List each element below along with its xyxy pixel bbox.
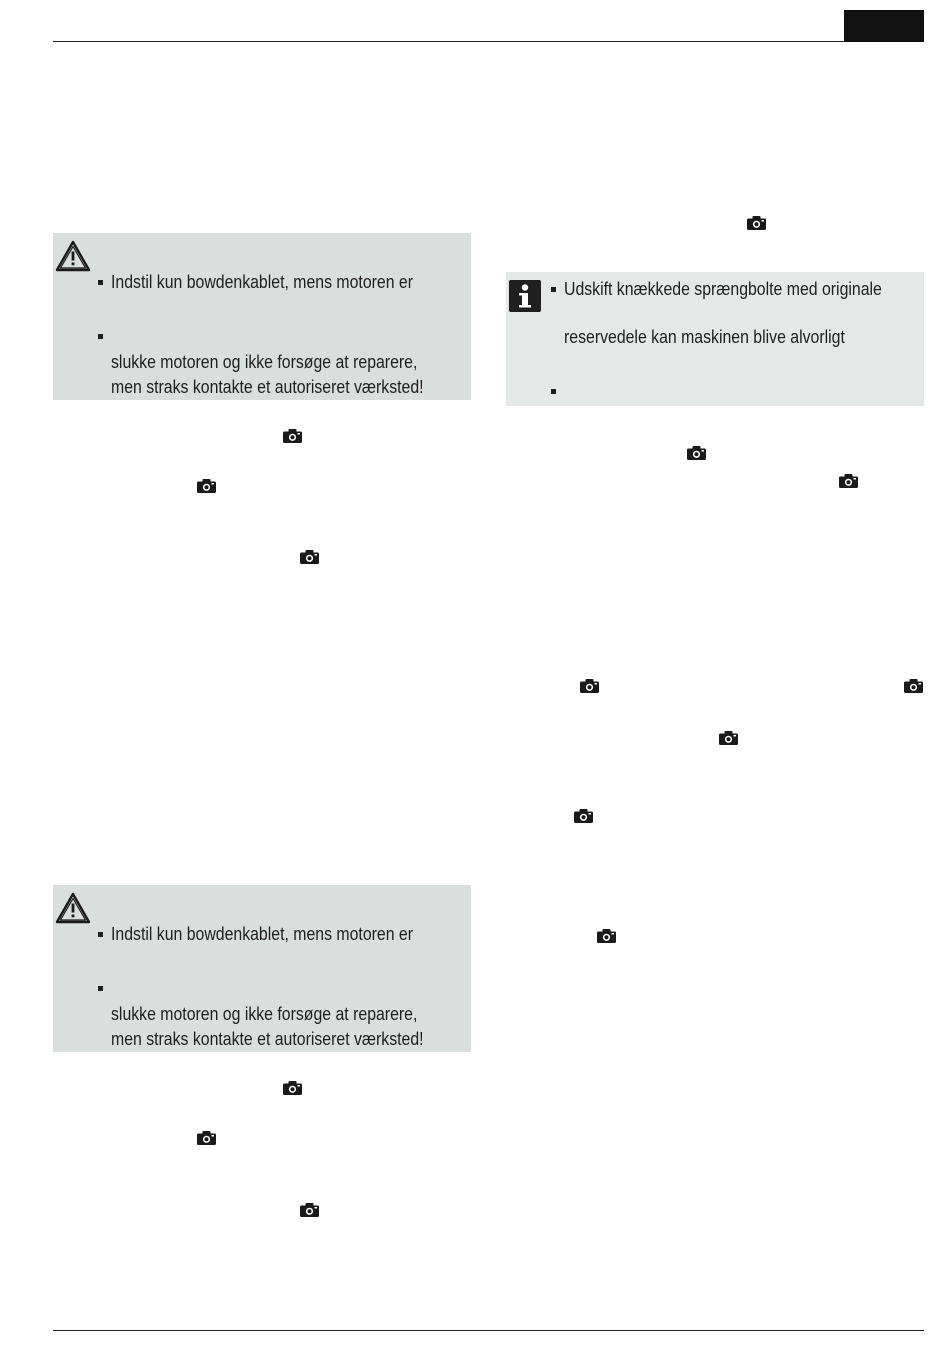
camera-icon bbox=[719, 731, 738, 745]
warning-triangle-icon bbox=[55, 240, 91, 272]
warning-item-1: Indstil kun bowdenkablet, mens motoren er bbox=[111, 272, 414, 292]
camera-icon bbox=[580, 679, 599, 693]
bullet bbox=[551, 287, 556, 292]
camera-icon bbox=[197, 1131, 216, 1145]
camera-icon bbox=[300, 550, 319, 564]
info-item-1-line-2: reservedele kan maskinen blive alvorligt bbox=[564, 327, 845, 347]
camera-icon bbox=[283, 429, 302, 443]
camera-icon bbox=[839, 474, 858, 488]
camera-icon bbox=[747, 216, 766, 230]
camera-icon bbox=[197, 479, 216, 493]
camera-icon bbox=[687, 446, 706, 460]
camera-icon bbox=[283, 1081, 302, 1095]
camera-icon bbox=[574, 809, 593, 823]
language-tab bbox=[844, 10, 924, 42]
warning-item-2-line-2: men straks kontakte et autoriseret værksted! bbox=[111, 1029, 424, 1049]
header-rule bbox=[53, 41, 924, 42]
bullet bbox=[98, 932, 103, 937]
camera-icon bbox=[300, 1203, 319, 1217]
camera-icon bbox=[597, 929, 616, 943]
warning-item-2-line-1: slukke motoren og ikke forsøge at reparere, bbox=[111, 1004, 418, 1024]
bullet bbox=[551, 389, 556, 394]
footer-rule bbox=[53, 1330, 924, 1331]
warning-item-2-line-2: men straks kontakte et autoriseret værksted! bbox=[111, 377, 424, 397]
warning-item-2-line-1: slukke motoren og ikke forsøge at reparere, bbox=[111, 352, 418, 372]
info-item-1: Udskift knækkede sprængbolte med originale bbox=[564, 279, 882, 299]
info-icon bbox=[509, 280, 541, 312]
warning-item-1: Indstil kun bowdenkablet, mens motoren er bbox=[111, 924, 414, 944]
warning-triangle-icon bbox=[55, 892, 91, 924]
camera-icon bbox=[904, 679, 923, 693]
bullet bbox=[98, 986, 103, 991]
bullet bbox=[98, 280, 103, 285]
bullet bbox=[98, 334, 103, 339]
